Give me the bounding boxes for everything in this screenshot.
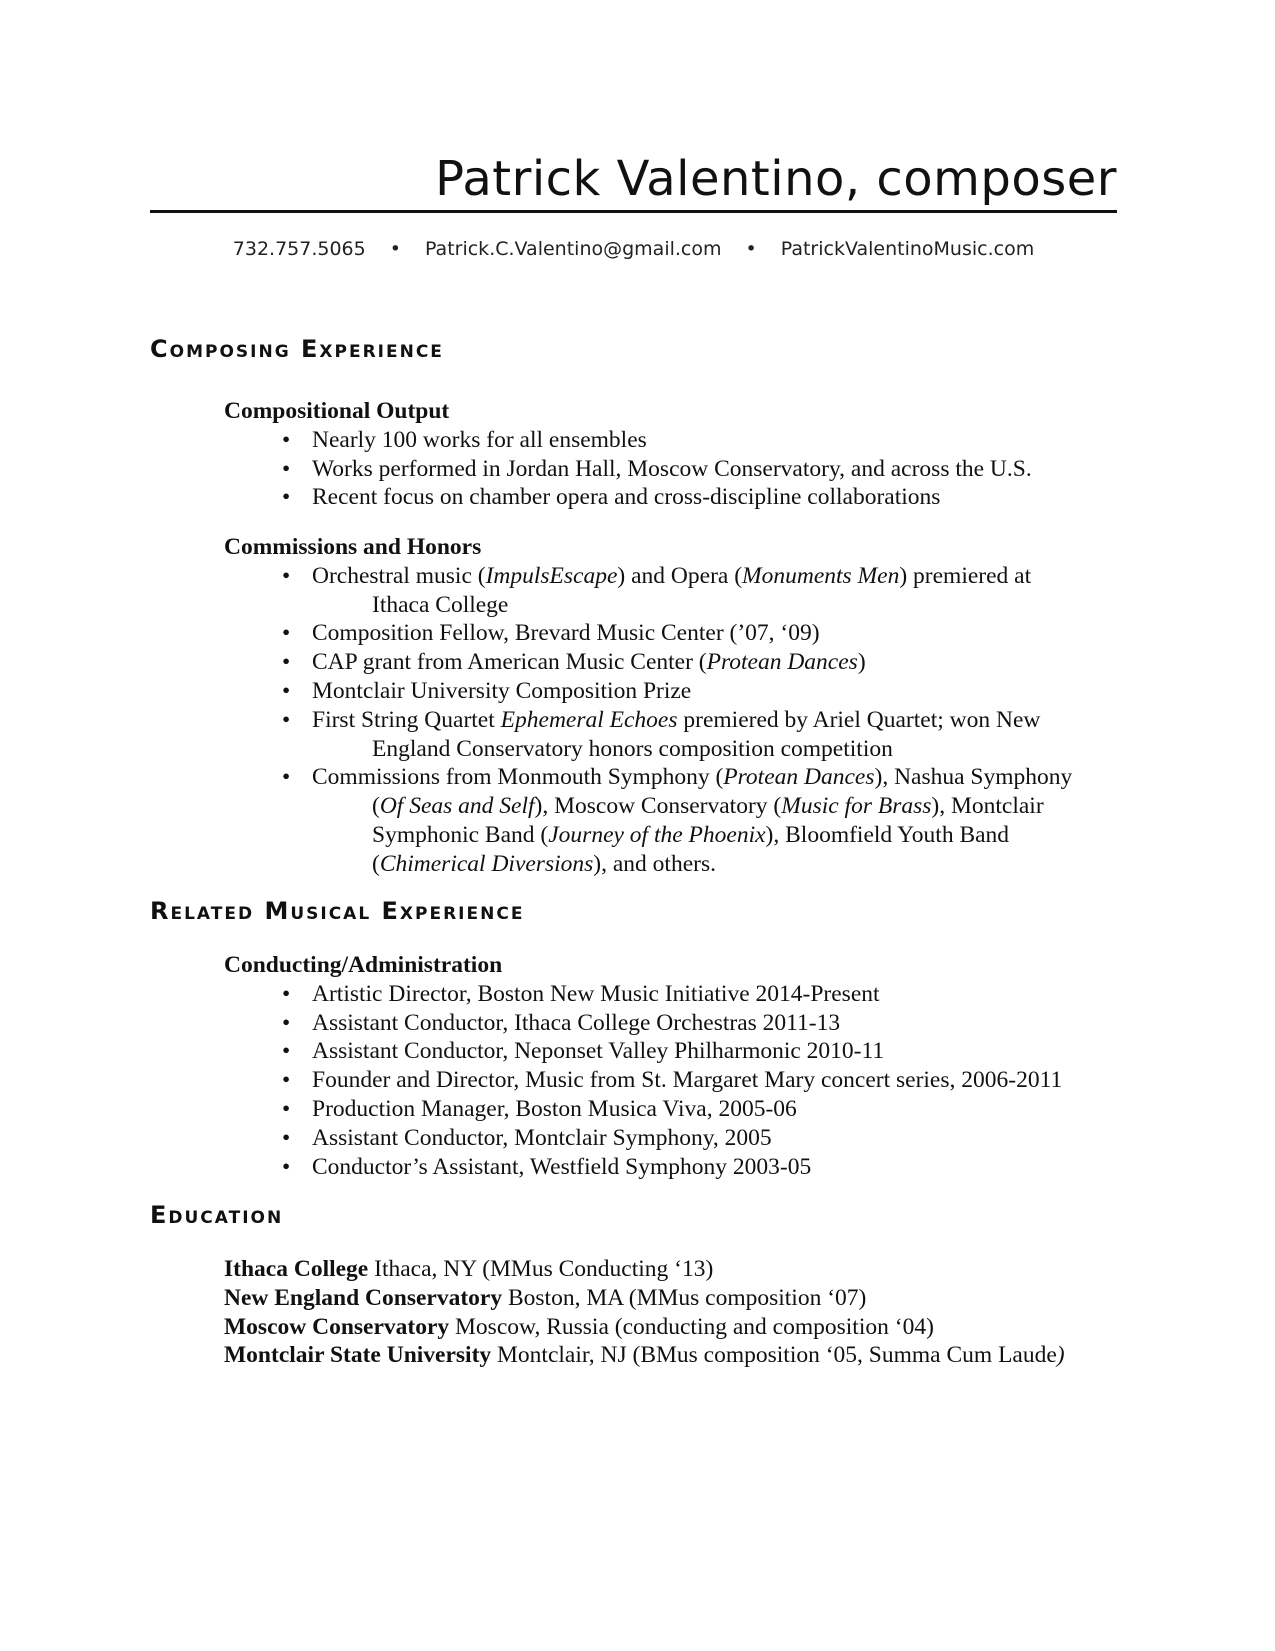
list-item: • Assistant Conductor, Neponset Valley Philharmonic 2010-11 — [282, 1038, 885, 1065]
list-item: • Production Manager, Boston Musica Viva, 2005-06 — [282, 1095, 797, 1122]
education-entry: Moscow Conservatory Moscow, Russia (conducting and composition ‘04) — [224, 1313, 934, 1340]
list-item: • Composition Fellow, Brevard Music Center (’07, ‘09) — [282, 620, 820, 647]
email-address: Patrick.C.Valentino@gmail.com — [424, 238, 722, 260]
contact-line — [150, 236, 1117, 262]
list-item: • Nearly 100 works for all ensembles — [282, 426, 647, 453]
phone-number: 732.757.5065 — [232, 238, 366, 260]
list-item: • Recent focus on chamber opera and cross-discipline collaborations — [282, 484, 941, 511]
list-item: • Orchestral music (ImpulsEscape) and Opera (Monuments Men) premiered at Ithaca College — [282, 562, 1032, 618]
list-item: • First String Quartet Ephemeral Echoes premiered by Ariel Quartet; won New England Conservatory honors composition competition — [282, 706, 1041, 762]
website-url: PatrickValentinoMusic.com — [780, 238, 1035, 260]
list-item: • Artistic Director, Boston New Music Initiative 2014-Present — [282, 980, 880, 1007]
list-item: • CAP grant from American Music Center (Protean Dances) — [282, 649, 866, 676]
page-title: Patrick Valentino, composer — [150, 150, 1117, 213]
section-heading-related: Related Musical Experience — [150, 897, 525, 925]
list-item: • Works performed in Jordan Hall, Moscow Conservatory, and across the U.S. — [282, 455, 1032, 482]
output-list — [224, 426, 1124, 512]
education-block — [224, 1255, 1124, 1370]
section-heading-education: Education — [150, 1201, 284, 1229]
subheading-compositional-output: Compositional Output — [224, 398, 450, 424]
commissions-honors-block — [224, 533, 1124, 879]
list-item: • Montclair University Composition Prize — [282, 677, 692, 704]
separator-dot: • — [389, 238, 401, 260]
education-entry: Montclair State University Montclair, NJ (BMus composition ‘05, Summa Cum Laude) — [224, 1342, 1065, 1369]
subheading-conducting: Conducting/Administration — [224, 952, 503, 978]
education-entry: New England Conservatory Boston, MA (MMus composition ‘07) — [224, 1284, 867, 1311]
list-item: • Founder and Director, Music from St. Margaret Mary concert series, 2006-2011 — [282, 1067, 1063, 1094]
separator-dot: • — [745, 238, 757, 260]
honors-list — [224, 562, 1124, 879]
conducting-list — [224, 980, 1124, 1182]
conducting-block — [224, 951, 1124, 1181]
compositional-output-block — [224, 397, 1124, 512]
list-item: • Assistant Conductor, Montclair Symphony, 2005 — [282, 1124, 772, 1151]
list-item: • Commissions from Monmouth Symphony (Protean Dances), Nashua Symphony (Of Seas and Self), Moscow Conservatory (Music for Brass), Montclair Symphonic Band (Journey of the Phoenix), Bloomfield Youth Band (Chimerical Diversions), and others. — [282, 764, 1073, 877]
subheading-commissions-honors: Commissions and Honors — [224, 534, 482, 560]
list-item: • Assistant Conductor, Ithaca College Orchestras 2011-13 — [282, 1009, 841, 1036]
list-item: • Conductor’s Assistant, Westfield Symphony 2003-05 — [282, 1153, 812, 1180]
section-heading-composing: Composing Experience — [150, 335, 444, 363]
education-entry: Ithaca College Ithaca, NY (MMus Conducting ‘13) — [224, 1256, 714, 1282]
